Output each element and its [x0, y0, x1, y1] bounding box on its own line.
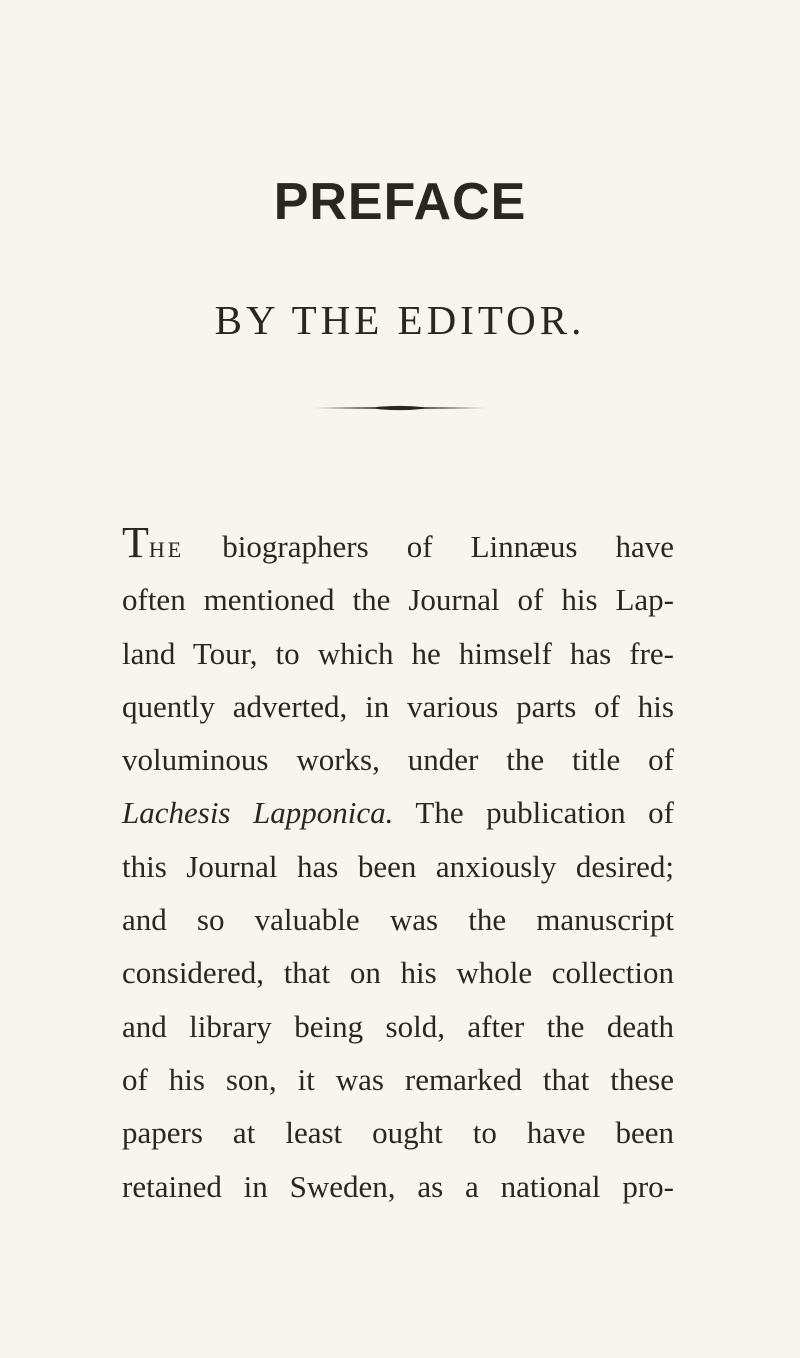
text-line-6 [122, 786, 674, 839]
text-line-1 [122, 520, 674, 573]
ornamental-rule [315, 404, 485, 412]
text-line-1-rest: biographers of Linnæus have [222, 529, 674, 564]
drop-cap: T [122, 518, 149, 567]
text-line-9: considered, that on his whole collection [122, 955, 674, 991]
text-line-7: this Journal has been anxiously desired; [122, 848, 674, 884]
italic-title: Lachesis Lapponica. [122, 795, 394, 831]
text-line-10: and library being sold, after the death [122, 1008, 674, 1044]
text-line-4: quently adverted, in various parts of his [122, 688, 674, 724]
rule-swell [315, 406, 485, 410]
text-line-12: papers at least ought to have been [122, 1115, 674, 1151]
text-line-13: retained in Sweden, as a national pro- [122, 1168, 674, 1204]
body-text [122, 520, 674, 1213]
text-line-2: often mentioned the Journal of his Lap- [122, 582, 674, 618]
text-line-6-rest: The publication of [415, 795, 674, 831]
text-line-3: land Tour, to which he himself has fre- [122, 635, 674, 671]
page-title: PREFACE [273, 173, 527, 231]
small-caps-word: HE [148, 537, 185, 562]
text-line-5: voluminous works, under the title of [122, 742, 674, 778]
text-line-11: of his son, it was remarked that these [122, 1061, 674, 1097]
page-subtitle: BY THE EDITOR. [214, 297, 586, 343]
text-line-8: and so valuable was the manuscript [122, 902, 674, 938]
